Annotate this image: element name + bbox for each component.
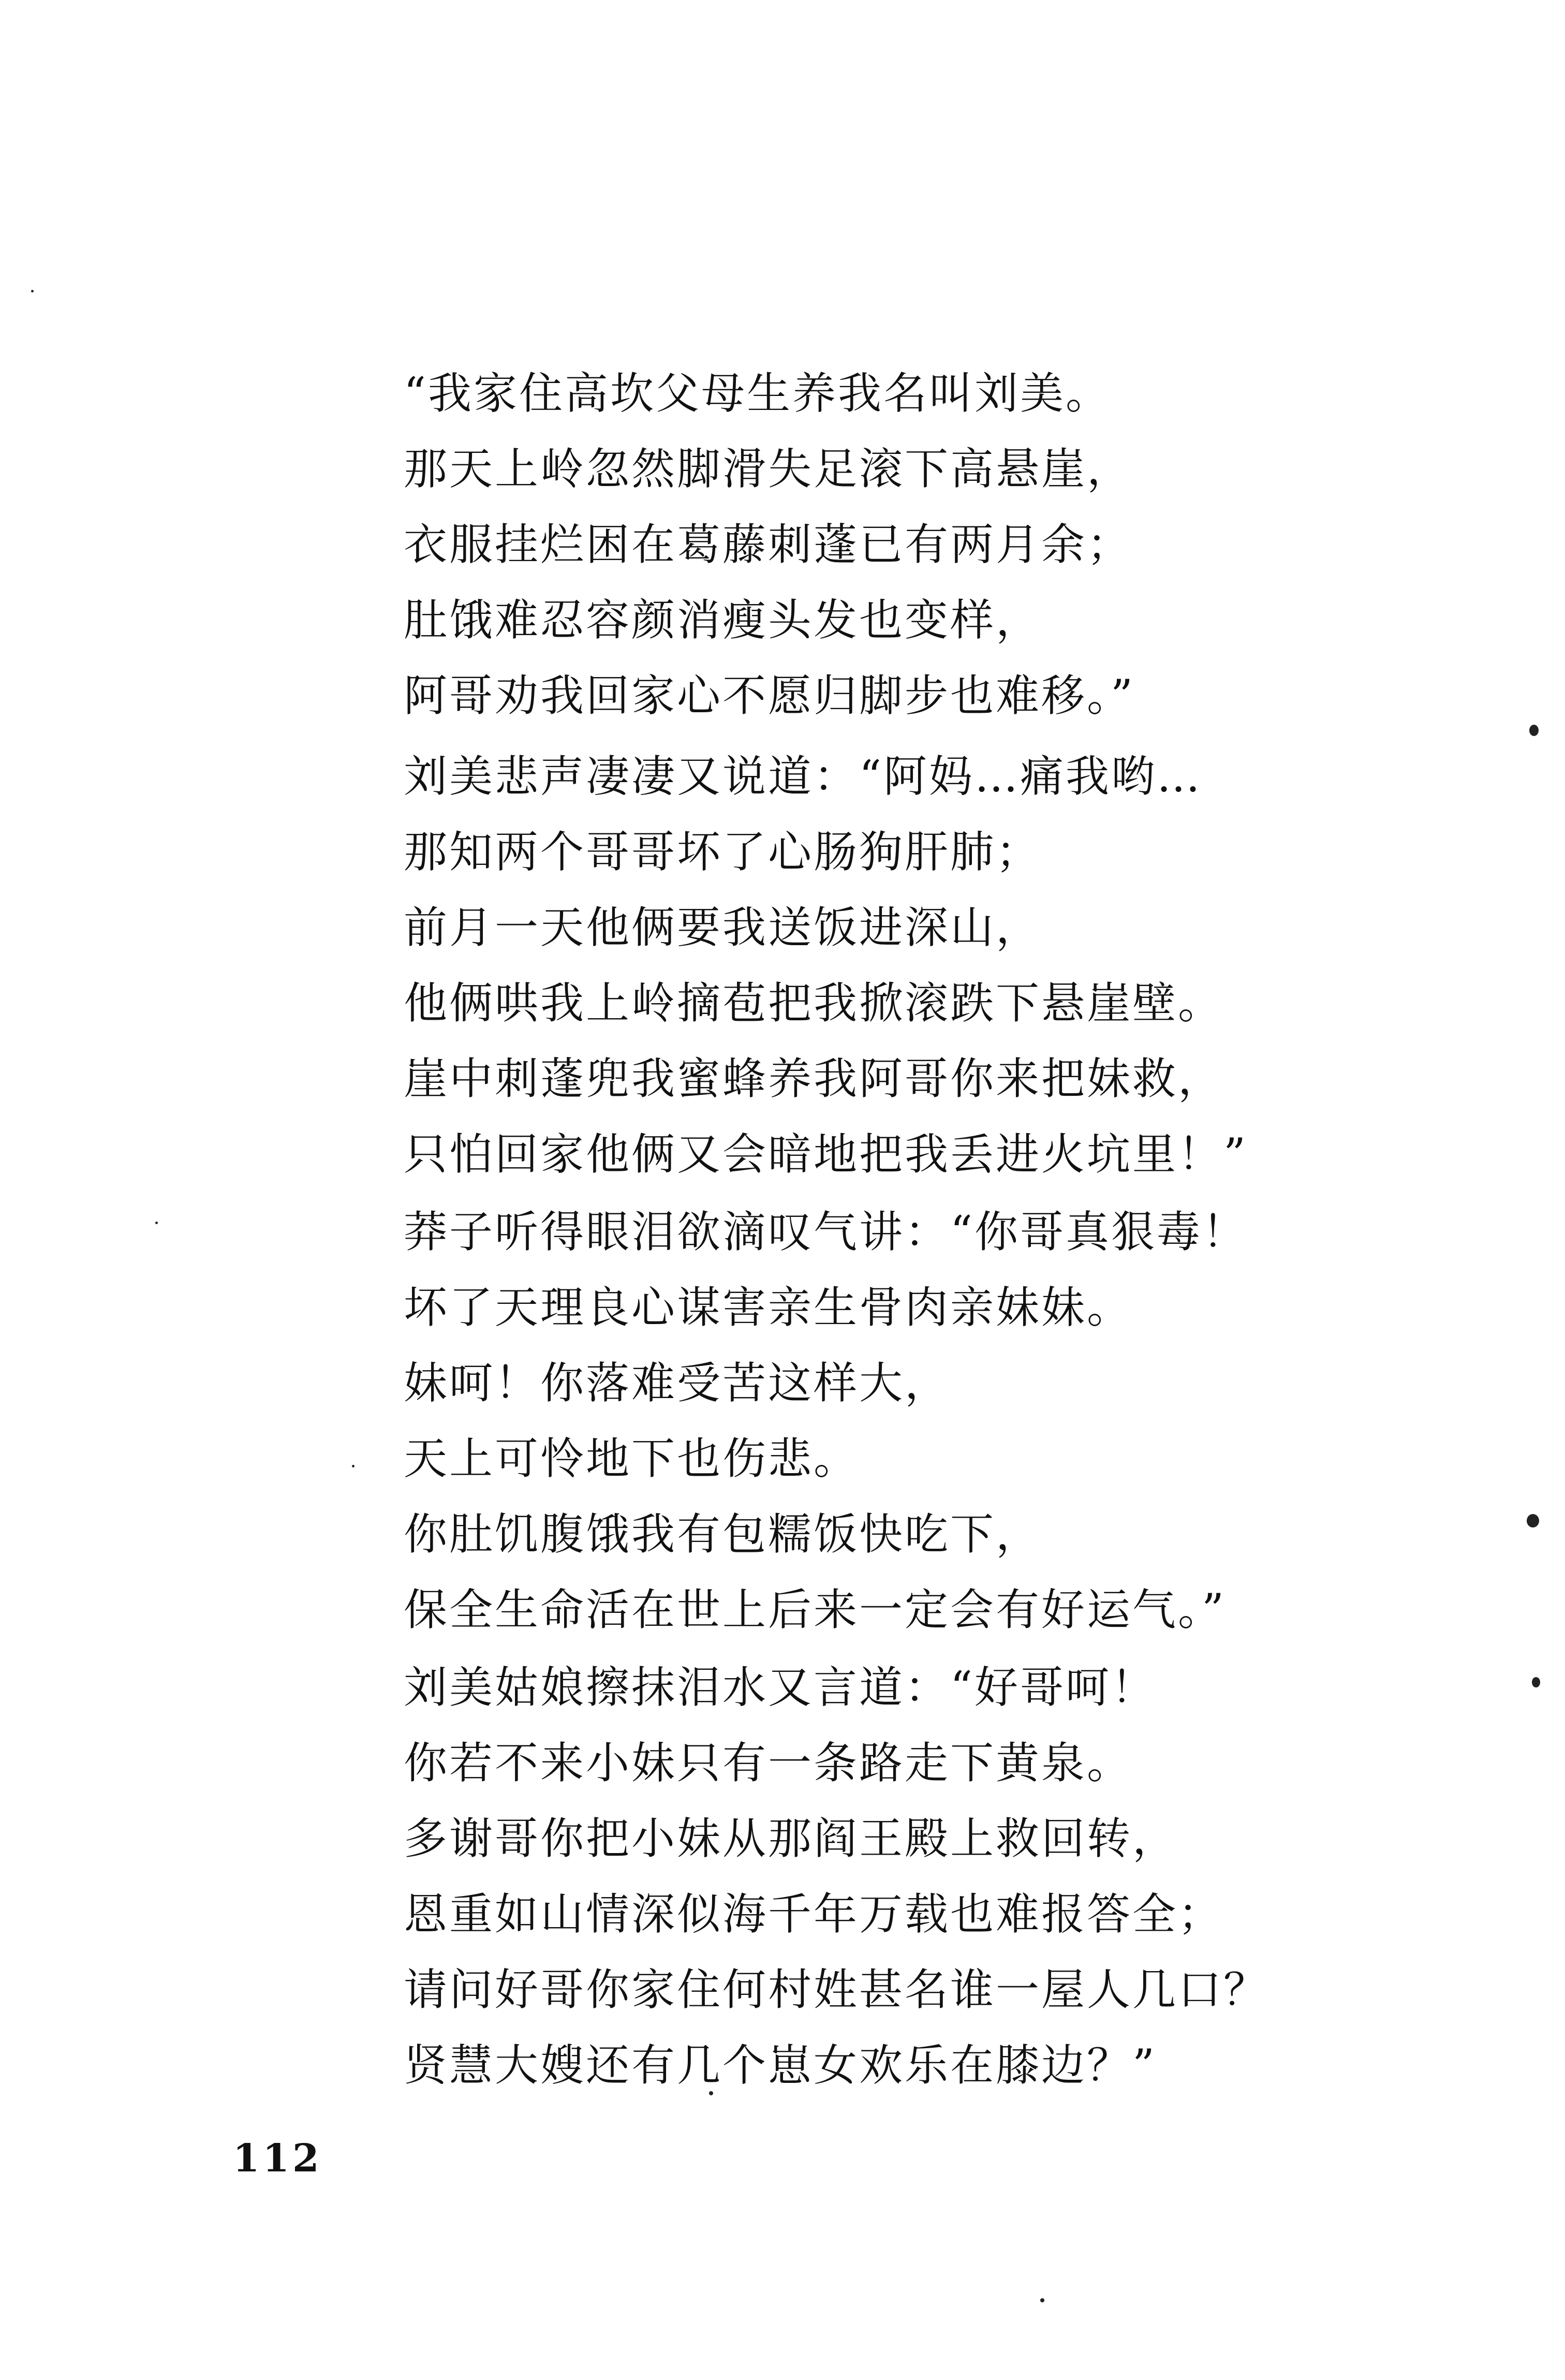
verse-line: 你肚饥腹饿我有包糯饭快吃下， (404, 1509, 1042, 1560)
verse-line: 他俩哄我上岭摘苞把我掀滚跌下悬崖壁。 (404, 978, 1224, 1029)
verse-line: 那知两个哥哥坏了心肠狗肝肺； (404, 827, 1042, 877)
verse-line: 刘美姑娘擦抹泪水又言道：“好哥呵！ (404, 1662, 1157, 1713)
scan-speck (31, 290, 34, 292)
verse-line: 贤慧大嫂还有几个崽女欢乐在膝边？” (404, 2040, 1157, 2091)
scan-speck (1532, 1677, 1540, 1687)
verse-line: 崖中刺蓬兜我蜜蜂养我阿哥你来把妹救， (404, 1053, 1224, 1104)
scan-speck (1529, 725, 1539, 736)
verse-line: “我家住高坎父母生养我名叫刘美。 (404, 368, 1111, 419)
verse-line: 天上可怜地下也伤悲。 (404, 1433, 860, 1484)
scan-speck (155, 1222, 158, 1224)
verse-line: 莽子听得眼泪欲滴叹气讲：“你哥真狠毒！ (404, 1207, 1248, 1257)
scan-speck (1527, 1514, 1539, 1527)
verse-line: 衣服挂烂困在葛藤刺蓬已有两月余； (404, 519, 1133, 570)
verse-line: 刘美悲声凄凄又说道：“阿妈…痛我哟… (404, 751, 1202, 802)
verse-line: 前月一天他俩要我送饭进深山， (404, 902, 1042, 953)
verse-line: 妹呵！你落难受苦这样大， (404, 1358, 951, 1408)
verse-line: 只怕回家他俩又会暗地把我丢进火坑里！” (404, 1129, 1248, 1180)
verse-line: 肚饿难忍容颜消瘦头发也变样， (404, 595, 1042, 645)
verse-line: 你若不来小妹只有一条路走下黄泉。 (404, 1738, 1133, 1788)
scan-speck (709, 2091, 713, 2095)
verse-line: 恩重如山情深似海千年万载也难报答全； (404, 1889, 1224, 1940)
verse-line: 阿哥劝我回家心不愿归脚步也难移。” (404, 670, 1135, 721)
scan-speck (1040, 2298, 1044, 2302)
verse-line: 那天上岭忽然脚滑失足滚下高悬崖， (404, 444, 1133, 494)
scan-speck (352, 1465, 355, 1467)
page-number: 112 (233, 2136, 322, 2181)
verse-line: 请问好哥你家住何村姓甚名谁一屋人几口？ (404, 1964, 1269, 2015)
verse-line: 坏了天理良心谋害亲生骨肉亲妹妹。 (404, 1282, 1133, 1333)
verse-line: 多谢哥你把小妹从那阎王殿上救回转， (404, 1813, 1178, 1864)
verse-line: 保全生命活在世上后来一定会有好运气。” (404, 1584, 1226, 1635)
